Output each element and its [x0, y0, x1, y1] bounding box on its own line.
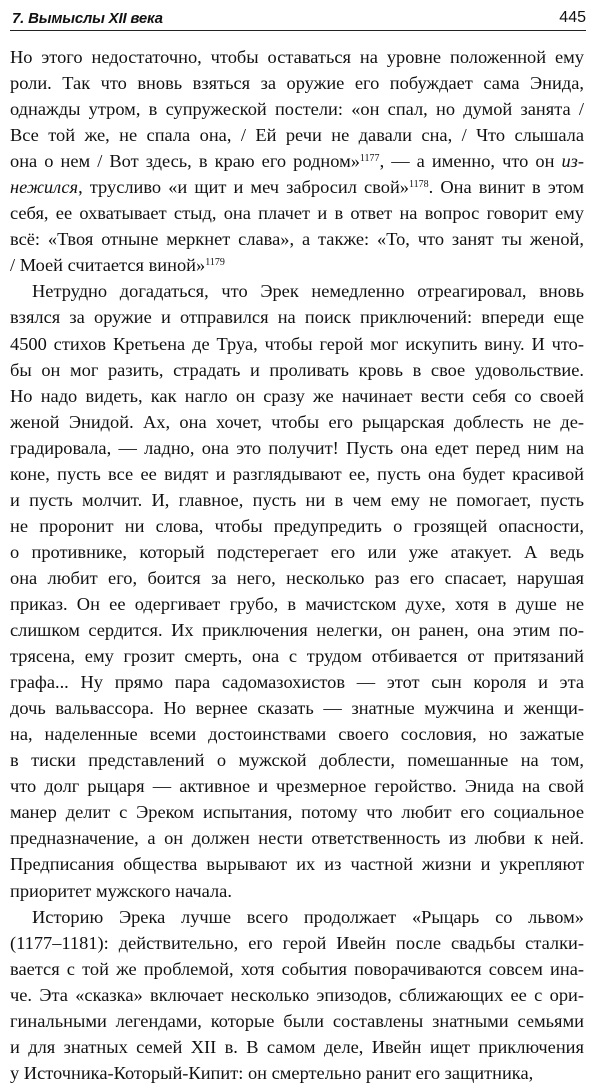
running-head: 7. Вымыслы XII века [12, 10, 163, 27]
text-line: себя, ее охватывает стыд, она плачет и в ответ на вопрос говорит ему [10, 203, 584, 224]
footnote-marker: 1177 [359, 153, 380, 165]
text-line: и пусть молчит. И, главное, пусть ни в чем ему не помогает, пусть [10, 489, 584, 510]
body-text [10, 44, 584, 1086]
text-line: всё: «Твоя отныне меркнет слава», а также: «То, что занят ты женой, [10, 229, 584, 250]
text-line: гинальными легендами, которые были составлены знатными семьями [10, 1010, 584, 1031]
text-line: она любит его, боится за него, несколько раз его спасает, нарушая [10, 567, 584, 588]
text-line: о противнике, который подстерегает его или уже атакует. А ведь [10, 541, 584, 562]
text-line [10, 148, 584, 174]
text-line: однажды утром, в супружеской постели: «он спал, но думой занята / [10, 99, 584, 120]
text-line: приоритет мужского начала. [10, 880, 232, 901]
text-line: предназначение, а он должен нести ответственность из любви к ней. [10, 828, 584, 849]
text-line: и для знатных семей XII в. В самом деле, Ивейн ищет приключения [10, 1036, 584, 1057]
text-segment: / Моей считается виной» [10, 255, 206, 276]
text-line: Все той же, не спала она, / Ей речи не давали сна, / Что слышала [10, 125, 584, 146]
text-line [10, 174, 584, 200]
text-line: 4500 стихов Кретьена де Труа, чтобы герой мог искупить вину. И что- [10, 333, 584, 354]
text-line: что долг рыцаря — активное и чрезмерное геройство. Энида на свой [10, 776, 584, 797]
text-line: роли. Так что вновь взяться за оружие его побуждает сама Энида, [10, 73, 584, 94]
text-line: манер делит с Эреком испытания, потому что любит его социальное [10, 802, 584, 823]
text-line: приказ. Он ее одергивает грубо, в мачистском духе, хотя в душе не [10, 593, 584, 614]
text-line: Но этого недостаточно, чтобы оставаться на уровне положенной ему [10, 47, 584, 67]
text-line: че. Эта «сказка» включает несколько эпизодов, сближающих ее с ори- [10, 984, 584, 1005]
paragraph [10, 278, 584, 903]
text-line: дочь вальвассора. Но вернее сказать — знатные мужчина и женщи- [10, 698, 584, 719]
text-line: бы он мог разить, страдать и проливать кровь в свое удовольствие. [10, 359, 584, 380]
text-line: Предписания общества вырывают их из частной жизни и укрепляют [10, 854, 584, 875]
text-line: трясена, ему грозит смерть, она с трудом отбивается от притязаний [10, 646, 584, 667]
text-segment: она о нем / Вот здесь, в краю его родном» [10, 151, 360, 172]
text-line: графа... Ну прямо пара садомазохистов — этот сын короля и эта [10, 672, 584, 693]
text-line [10, 252, 584, 278]
text-line: у Источника-Который-Кипит: он смертельно ранит его защитника, [10, 1062, 534, 1083]
text-line: Но надо видеть, как нагло он сразу же начинает вести себя со своей [10, 385, 584, 406]
text-segment: , трусливо «и щит и меч забросил свой» [78, 177, 409, 198]
text-line: в тиски представлений о мужской доблести, помешанные на том, [10, 750, 584, 771]
italic-text: из- [561, 151, 584, 172]
text-line: (1177–1181): действительно, его герой Ивейн после свадьбы сталки- [10, 932, 584, 953]
text-line: на, наделенные всеми достоинствами своего сословия, но зажатые [10, 724, 584, 745]
paragraph [10, 904, 584, 1086]
footnote-marker: 1179 [205, 257, 225, 269]
text-line: градировала, — ладно, она это получит! Пусть она едет перед ним на [10, 437, 584, 458]
text-line: женой Энидой. Ах, она хочет, чтобы его рыцарская доблесть не де- [10, 411, 584, 432]
page-header [10, 8, 586, 31]
footnote-marker: 1178 [409, 179, 429, 191]
page-number: 445 [559, 9, 586, 26]
text-line: слишком сердится. Их приключения нелегки, он ранен, она этим по- [10, 620, 584, 641]
italic-text: нежился [10, 177, 79, 198]
text-line: коне, пусть все ее видят и разглядывают ее, пусть она будет красивой [10, 463, 584, 484]
text-line: взялся за оружие и отправился на поиск приключений: впереди еще [10, 307, 584, 328]
text-line: Нетрудно догадаться, что Эрек немедленно отреагировал, вновь [32, 281, 584, 302]
text-line: вается с той же проблемой, хотя события поворачиваются совсем ина- [10, 958, 584, 979]
text-segment: . Она винит в этом [428, 177, 584, 198]
paragraph [10, 44, 584, 278]
text-line: не проронит ни слова, чтобы предупредить о грозящей опасности, [10, 515, 584, 536]
text-line: Историю Эрека лучше всего продолжает «Рыцарь со львом» [32, 906, 584, 927]
text-segment: , — а именно, что он [379, 151, 562, 172]
